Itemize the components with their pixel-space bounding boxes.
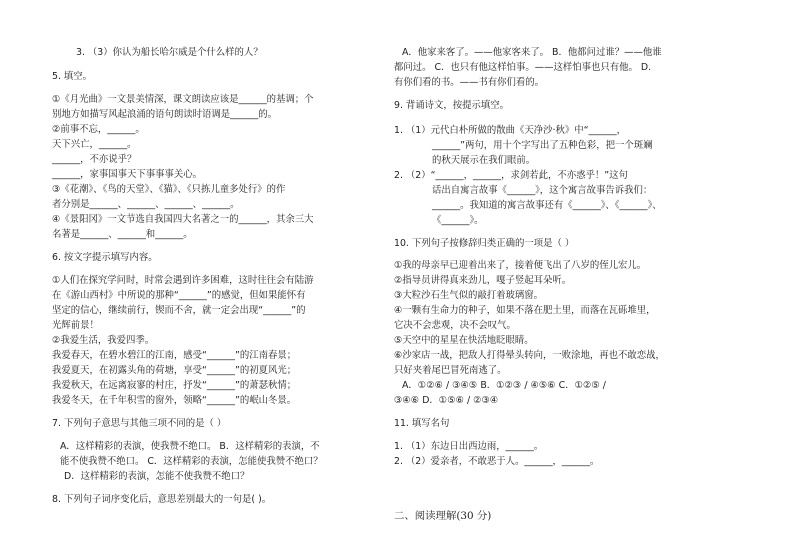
left-q6_7: 我爱夏天，在初露头角的荷塘，享受“______”的初夏风光； bbox=[52, 365, 297, 376]
left-q5_4: 天下兴亡，______。 bbox=[52, 139, 137, 150]
right-q10_6: ⑤天空中的星星在快活地眨眼睛。 bbox=[394, 335, 534, 346]
right-q9_1: 1. （1）元代白朴所做的散曲《天净沙·秋》中“______， bbox=[394, 125, 626, 136]
right-q8_c: 有你们看的书。——书有你们看的。 bbox=[394, 77, 545, 88]
left-q5_title: 5. 填空。 bbox=[52, 71, 93, 82]
left-q5_10: 名著是______、______和______。 bbox=[52, 229, 193, 240]
right-q9_3: 的秋天展示在我们眼前。 bbox=[432, 155, 536, 166]
right-q10_10: ③④⑥ D．①⑤⑥ / ②③④ bbox=[394, 395, 499, 406]
left-q5_9: ④《景阳冈》一文节选自我国四大名著之一的______，其余三大 bbox=[52, 214, 314, 225]
right-q10_7: ⑥沙家店一战，把敌人打得晕头转向，一败涂地，再也不敢恋战， bbox=[394, 350, 665, 361]
right-q8_a: A．他家来客了。——他家客来了。 B．他都问过谁？——他谁 bbox=[402, 47, 662, 58]
right-q8_b: 都问过。 C．也只有他这样怕事。——这样怕事也只有他。 D. bbox=[394, 62, 652, 73]
left-q6_title: 6. 按文字提示填写内容。 bbox=[52, 252, 158, 263]
left-q5_8: 者分别是______、______、______、______。 bbox=[52, 199, 240, 210]
left-q5_1: ①《月光曲》一文景美情深，课文朗读应该是______的基调；个 bbox=[52, 94, 314, 105]
right-q9_5: 话出自寓言故事《______》，这个寓言故事告诉我们： bbox=[432, 185, 653, 196]
left-q5_6: ______，家事国事天下事事事关心。 bbox=[52, 169, 203, 180]
left-q5_5: ______，不亦说乎？ bbox=[52, 154, 137, 165]
left-q7_2: 能不使我赞不绝口。 C．这样精彩的表演，怎能使我赞不绝口？ bbox=[60, 456, 323, 467]
right-q11_1: 1. （1）东边日出西边雨，______。 bbox=[394, 441, 544, 452]
left-q6_4: 光辉前景！ bbox=[52, 320, 99, 331]
right-q10_8: 只好夹着尾巴冒死南逃了。 bbox=[394, 365, 507, 376]
left-q7_title: 7. 下列句子意思与其他三项不同的是（ ） bbox=[52, 418, 227, 429]
right-q11_2: 2. （2）爱亲者，不敢恶于人。______，______。 bbox=[394, 456, 600, 467]
left-q6_3: 坚定的信心，继续前行，锲而不舍，就一定会出现“______”的 bbox=[52, 305, 306, 316]
left-q6_6: 我爱春天，在碧水碧江的江南，感受“______”的江南春景； bbox=[52, 350, 297, 361]
left-q5_3: ②前事不忘，______。 bbox=[52, 124, 145, 135]
right-q10_4: ④一颗有生命力的种子，如果不落在肥土里，而落在瓦砾堆里， bbox=[394, 305, 656, 316]
right-q10_2: ②指导员讲得真来劲儿，嘎子竖起耳朵听。 bbox=[394, 275, 572, 286]
left-q8_title: 8. 下列句子词序变化后，意思差别最大的一句是( )。 bbox=[52, 494, 272, 505]
right-q10_1: ①我的母亲早已迎着出来了，接着便飞出了八岁的侄儿宏儿。 bbox=[394, 260, 647, 271]
left-q6_2: 在《游山西村》中所说的那种“______”的感觉，但如果能怀有 bbox=[52, 290, 306, 301]
left-q7_1: A．这样精彩的表演，使我赞不绝口。 B．这样精彩的表演，不 bbox=[60, 441, 320, 452]
left-q6_5: ②我爱生活，我爱四季。 bbox=[52, 335, 155, 346]
right-q10_title: 10. 下列句子按修辞归类正确的一项是（ ） bbox=[394, 238, 575, 249]
right-q9_4: 2. （2）“______，______，求剑若此，不亦惑乎！”这句 bbox=[394, 170, 628, 181]
left-q7_3: D．这样精彩的表演，怎能不使我赞不绝口？ bbox=[64, 471, 250, 482]
right-q10_9: A．①②⑥ / ③④⑤ B．①②③ / ④⑤⑥ C．①②⑤ / bbox=[402, 380, 606, 391]
left-q6_9: 我爱冬天，在千年积雪的窗外，领略“______”的岷山冬景。 bbox=[52, 395, 297, 406]
left-q6_8: 我爱秋天，在远离寂寥的村庄，抒发“______”的萧瑟秋情； bbox=[52, 380, 297, 391]
right-q10_5: 它决不会悲观，决不会叹气。 bbox=[394, 320, 516, 331]
left-q6_1: ①人们在探究学问时，时常会遇到许多困难，这时往往会有陆游 bbox=[52, 275, 314, 286]
right-sec2: 二、阅读理解(30 分) bbox=[394, 510, 492, 522]
left-q3: 3. （3）你认为船长哈尔威是个什么样的人？ bbox=[76, 47, 263, 58]
right-q9_6: ______。我知道的寓言故事还有《______》、《______》、 bbox=[432, 200, 662, 211]
left-q5_7: ③《花潮》、《鸟的天堂》、《猫》、《只拣儿童多处行》的作 bbox=[52, 184, 286, 195]
right-q10_3: ③大粒沙石生气似的敲打着玻璃窗。 bbox=[394, 290, 544, 301]
right-q9_title: 9. 背诵诗文，按提示填空。 bbox=[394, 100, 510, 111]
right-q9_2: ______”两句，用十个字写出了五种色彩，把一个斑斓 bbox=[432, 140, 653, 151]
right-q9_7: 《______》。 bbox=[432, 215, 484, 226]
left-q5_2: 别地方如描写风起浪涌的语句朗读时语调是______的。 bbox=[52, 109, 278, 120]
right-q11_title: 11. 填写名句 bbox=[394, 418, 450, 429]
